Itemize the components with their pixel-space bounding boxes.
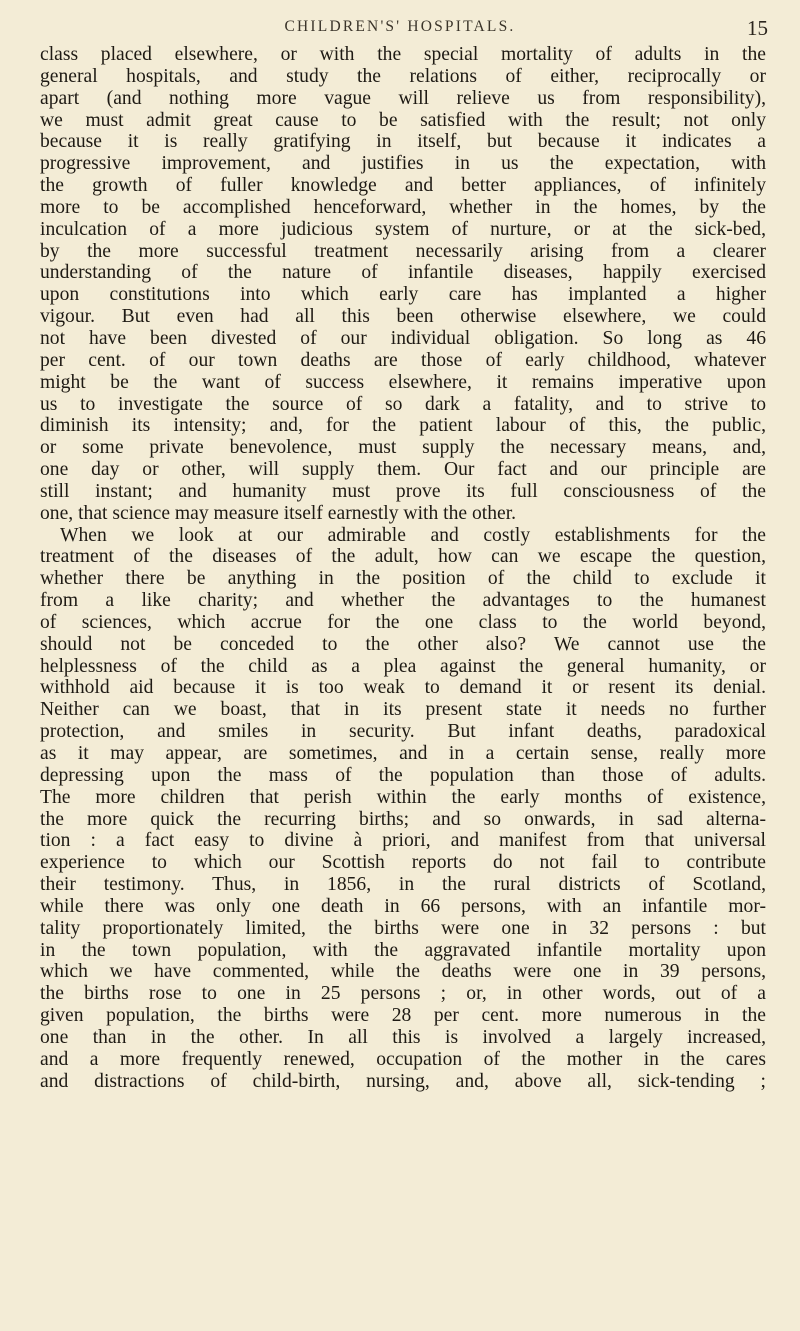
text-line: the births rose to one in 25 persons ; or, in other words, out of a <box>40 983 766 1005</box>
text-line: by the more successful treatment necessarily arising from a clearer <box>40 240 766 262</box>
text-line: general hospitals, and study the relations of either, reciprocally or <box>40 65 766 87</box>
text-line: us to investigate the source of so dark a fatality, and to strive to <box>40 393 766 415</box>
text-line: upon constitutions into which early care has implanted a higher <box>40 284 766 306</box>
text-line: vigour. But even had all this been otherwise elsewhere, we could <box>40 306 766 328</box>
text-line: more to be accomplished henceforward, whether in the homes, by the <box>40 196 766 218</box>
text-line: might be the want of success elsewhere, it remains imperative upon <box>40 371 766 393</box>
text-line: and a more frequently renewed, occupation of the mother in the cares <box>40 1048 766 1070</box>
text-line: depressing upon the mass of the population than those of adults. <box>40 764 766 786</box>
text-line: per cent. of our town deaths are those of early childhood, whatever <box>40 349 766 371</box>
text-line: the more quick the recurring births; and so onwards, in sad alterna- <box>40 808 766 830</box>
text-line: Neither can we boast, that in its present state it needs no further <box>40 699 766 721</box>
text-line: given population, the births were 28 per cent. more numerous in the <box>40 1005 766 1027</box>
text-line: progressive improvement, and justifies in us the expectation, with <box>40 153 766 175</box>
text-line: while there was only one death in 66 persons, with an infantile mor- <box>40 895 766 917</box>
text-line: tality proportionately limited, the births were one in 32 persons : but <box>40 917 766 939</box>
text-line: in the town population, with the aggravated infantile mortality upon <box>40 939 766 961</box>
text-line: diminish its intensity; and, for the patient labour of this, the public, <box>40 415 766 437</box>
page-number: 15 <box>747 16 768 40</box>
text-line: experience to which our Scottish reports do not fail to contribute <box>40 852 766 874</box>
text-line: one day or other, will supply them. Our fact and our principle are <box>40 459 766 481</box>
text-line: class placed elsewhere, or with the special mortality of adults in the <box>40 44 766 65</box>
text-line: still instant; and humanity must prove its full consciousness of the <box>40 480 766 502</box>
text-line: helplessness of the child as a plea against the general humanity, or <box>40 655 766 677</box>
text-line: we must admit great cause to be satisfied with the result; not only <box>40 109 766 131</box>
text-line: the growth of fuller knowledge and better appliances, of infinitely <box>40 175 766 197</box>
text-line: The more children that perish within the early months of existence, <box>40 786 766 808</box>
text-line: withhold aid because it is too weak to demand it or resent its denial. <box>40 677 766 699</box>
text-line: should not be conceded to the other also? We cannot use the <box>40 633 766 655</box>
text-line: treatment of the diseases of the adult, how can we escape the question, <box>40 546 766 568</box>
text-line: protection, and smiles in security. But infant deaths, paradoxical <box>40 721 766 743</box>
text-line: because it is really gratifying in itself, but because it indicates a <box>40 131 766 153</box>
text-line: inculcation of a more judicious system of nurture, or at the sick-bed, <box>40 218 766 240</box>
text-line: as it may appear, are sometimes, and in a certain sense, really more <box>40 743 766 764</box>
text-line: not have been divested of our individual obligation. So long as 46 <box>40 327 766 349</box>
running-header <box>0 18 800 42</box>
text-line: and distractions of child-birth, nursing, and, above all, sick-tending ; <box>40 1070 766 1092</box>
text-line: of sciences, which accrue for the one class to the world beyond, <box>40 611 766 633</box>
text-line: or some private benevolence, must supply the necessary means, and, <box>40 437 766 459</box>
text-line: whether there be anything in the position of the child to exclude it <box>40 568 766 590</box>
paragraph-start-line: When we look at our admirable and costly establishments for the <box>60 524 766 546</box>
text-line: apart (and nothing more vague will relieve us from responsibility), <box>40 87 766 109</box>
paragraph-end-line: one, that science may measure itself earnestly with the other. <box>40 502 517 524</box>
text-line: tion : a fact easy to divine à priori, and manifest from that universal <box>40 830 766 852</box>
text-line: which we have commented, while the deaths were one in 39 persons, <box>40 961 766 983</box>
text-line: from a like charity; and whether the advantages to the humanest <box>40 590 766 612</box>
text-line: understanding of the nature of infantile diseases, happily exercised <box>40 262 766 284</box>
body-text <box>40 44 766 1093</box>
running-title: CHILDREN'S' HOSPITALS. <box>284 18 516 35</box>
text-line: their testimony. Thus, in 1856, in the rural districts of Scotland, <box>40 874 766 896</box>
text-line: one than in the other. In all this is involved a largely increased, <box>40 1026 766 1048</box>
